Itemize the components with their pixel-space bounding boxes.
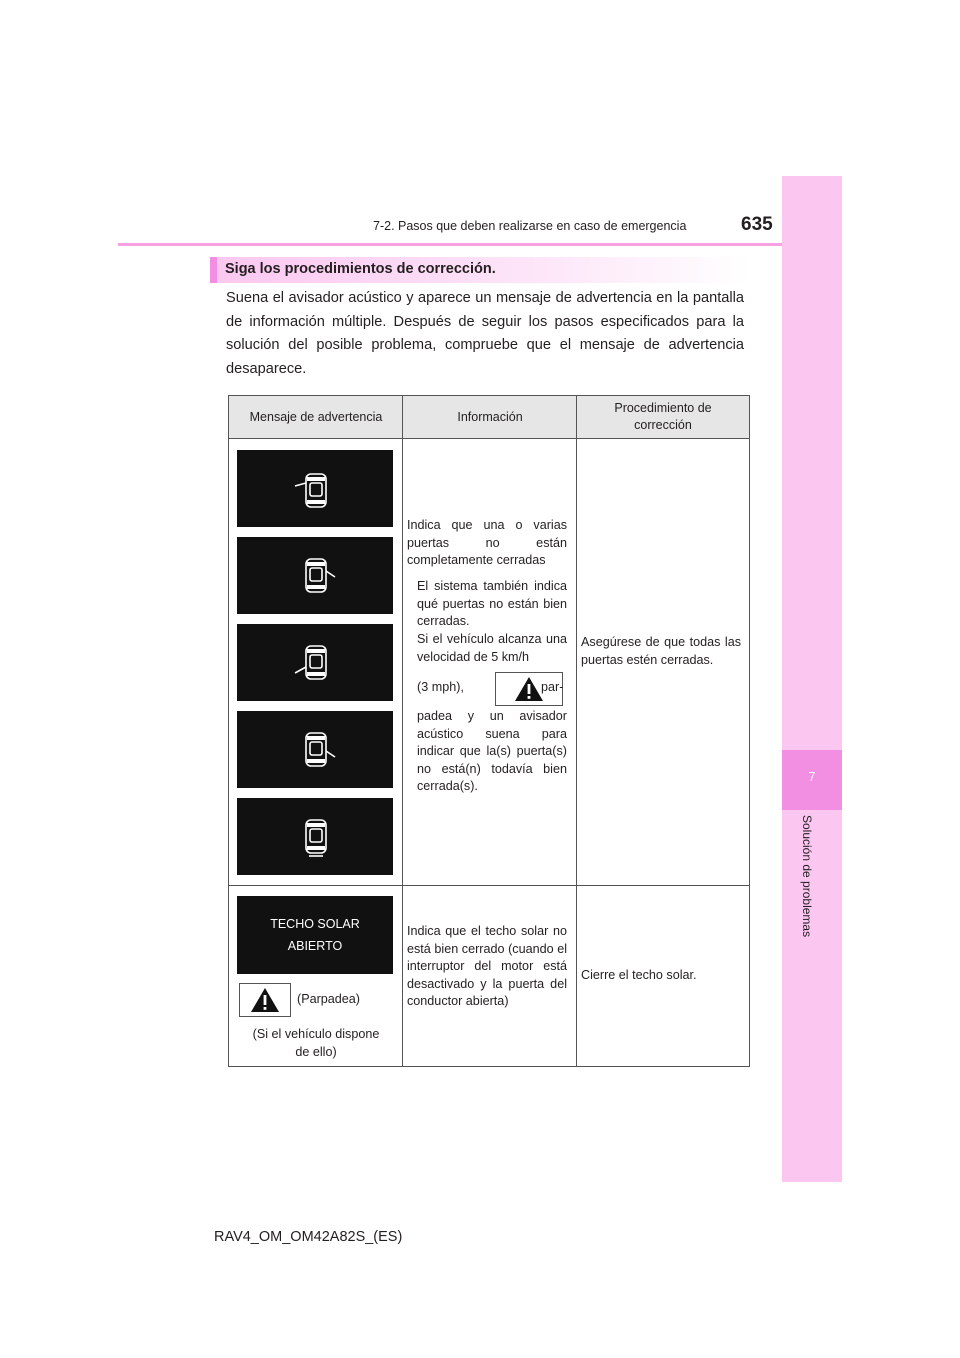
sunroof-equipped-note: (Si el vehículo dispone de ello) — [252, 1027, 380, 1059]
door-open-back-door-icon — [237, 798, 393, 875]
row-divider — [229, 885, 749, 886]
warning-triangle-icon — [514, 676, 544, 702]
page-number: 635 — [741, 214, 773, 235]
sunroof-display-line2: ABIERTO — [287, 939, 343, 953]
door-open-rear-right-icon — [237, 711, 393, 788]
door-info-buzzer: padea y un avisador acústico suena para indicar que la(s) puerta(s) no está(n) todavía bien cerrada(s). — [417, 709, 567, 793]
door-open-front-right-icon — [237, 537, 393, 614]
warning-triangle-icon — [250, 987, 280, 1013]
door-open-front-right-display — [237, 537, 393, 614]
door-info-speed-note: Si el vehículo alcanza una velocidad de 5 km/h — [417, 632, 567, 664]
column-header-information: Información — [403, 396, 577, 439]
running-header: 7-2. Pasos que deben realizarse en caso de emergencia — [373, 219, 687, 233]
intro-paragraph: Suena el avisador acústico y aparece un mensaje de advertencia en la pantalla de información múltiple. Después de seguir los pasos especificados para la solución del posible problema, compruebe que el mensaje de advertencia desaparece. — [226, 290, 744, 377]
chapter-number: 7 — [808, 769, 816, 784]
section-heading-accent — [210, 257, 217, 283]
sunroof-warning-indicator — [239, 983, 291, 1017]
warning-table — [228, 395, 750, 1067]
section-heading: Siga los procedimientos de corrección. — [225, 261, 496, 277]
document-code: RAV4_OM_OM42A82S_(ES) — [214, 1229, 403, 1245]
door-procedure: Asegúrese de que todas las puertas estén cerradas. — [581, 635, 741, 667]
door-info-main: Indica que una o varias puertas no están completamente cerradas — [407, 518, 567, 567]
door-info-mph: (3 mph), — [417, 680, 464, 694]
door-open-front-left-display — [237, 450, 393, 527]
chapter-title: Solución de problemas — [800, 815, 814, 938]
sunroof-procedure: Cierre el techo solar. — [581, 968, 697, 982]
door-info-system-note: El sistema también indica qué puertas no están bien cerradas. — [417, 579, 567, 628]
door-open-back-door-display — [237, 798, 393, 875]
column-header-procedure: Procedimiento de corrección — [577, 396, 749, 439]
column-divider — [576, 396, 577, 1066]
sunroof-info: Indica que el techo solar no está bien cerrado (cuando el interruptor del motor está desactivado y la puerta del conductor abierta) — [407, 924, 567, 1008]
header-rule — [118, 243, 842, 246]
door-open-front-left-icon — [237, 450, 393, 527]
door-info-flash: par- — [541, 680, 564, 694]
door-open-rear-right-display — [237, 711, 393, 788]
sunroof-display-line1: TECHO SOLAR — [270, 917, 360, 931]
column-header-message: Mensaje de advertencia — [229, 396, 403, 439]
sunroof-open-display — [237, 896, 393, 974]
column-divider — [402, 396, 403, 1066]
sunroof-flash-note: (Parpadea) — [297, 992, 361, 1006]
chapter-side-tab — [782, 176, 842, 1182]
door-open-rear-left-display — [237, 624, 393, 701]
door-open-rear-left-icon — [237, 624, 393, 701]
section-heading-bar — [210, 257, 750, 283]
